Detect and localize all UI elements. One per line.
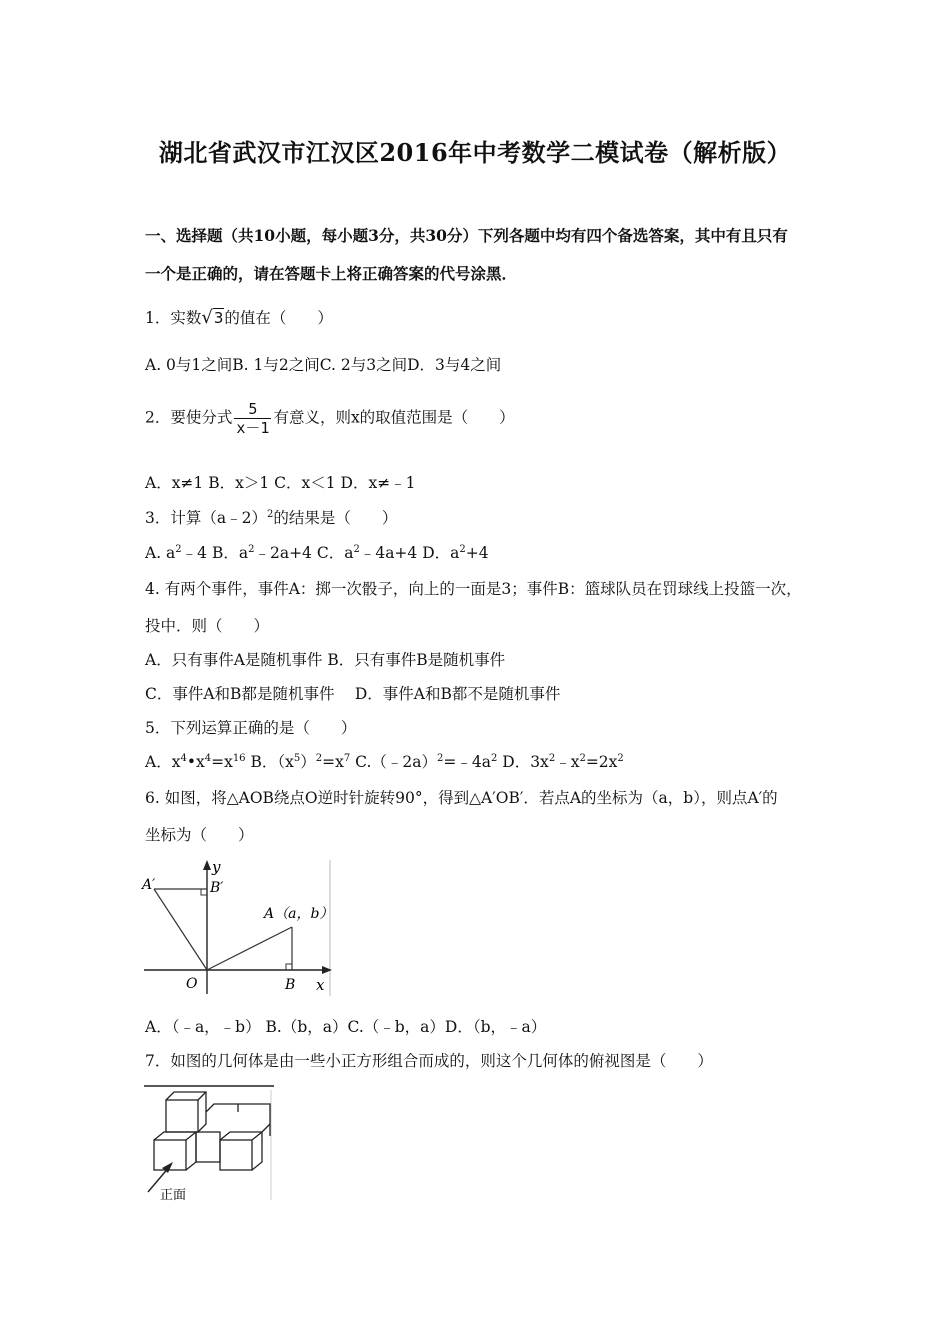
sqrt-expression	[201, 307, 224, 328]
label-a-prime: A′	[142, 877, 156, 893]
segment-oa-prime	[154, 889, 207, 970]
q2-prefix: 2．要使分式	[145, 408, 233, 427]
q5-part: C.（﹣2a）	[350, 753, 437, 771]
q5-sup: 2	[579, 753, 586, 764]
y-axis-arrow-icon	[203, 860, 211, 870]
q5-sup: 4	[204, 753, 212, 764]
rotation-figure	[140, 856, 340, 998]
q2-suffix: 有意义，则x的取值范围是（ ）	[273, 408, 515, 427]
q5-part: ﹣x	[555, 753, 580, 771]
q3-opt-part: ﹣4a+4 D．a	[359, 544, 460, 562]
question-5-options	[145, 750, 624, 772]
label-b: B	[285, 977, 296, 993]
question-7: 7．如图的几何体是由一些小正方形组合而成的，则这个几何体的俯视图是（ ）	[145, 1052, 713, 1070]
cube-front-right-edge	[252, 1132, 262, 1140]
q5-sup: 5	[293, 753, 301, 764]
cube-top-front	[166, 1100, 198, 1132]
q5-part: =x	[322, 753, 344, 771]
question-6-options: A．（﹣a，﹣b） B.（b，a）C.（﹣b，a）D．（b，﹣a）	[145, 1018, 547, 1036]
fraction	[234, 400, 271, 437]
q5-part: •x	[186, 753, 205, 771]
q3-opt-part: +4	[465, 544, 489, 562]
q3-sup: 2	[459, 544, 466, 555]
q3-stem-b: 的结果是（ ）	[273, 509, 398, 527]
segment-oa	[207, 927, 292, 970]
question-3	[145, 506, 397, 528]
right-angle-b-prime	[201, 889, 207, 895]
q3-stem-a: 3．计算（a﹣2）	[145, 509, 267, 527]
question-6-line2: 坐标为（ ）	[145, 826, 254, 844]
question-1	[145, 306, 333, 328]
cube-back-edge	[262, 1124, 270, 1132]
question-6-line1: 6. 如图，将△AOB绕点O逆时针旋转90°，得到△A′OB′．若点A的坐标为（a，b），则点A′的	[145, 789, 778, 807]
radical-sign-icon: √	[201, 307, 213, 328]
q5-sup: 7	[343, 753, 351, 764]
cubes	[154, 1092, 270, 1170]
question-3-options	[145, 541, 489, 563]
q5-sup: 2	[617, 753, 624, 764]
question-4-line1: 4. 有两个事件，事件A：掷一次骰子，向上的一面是3；事件B：篮球队员在罚球线上投篮一次，	[145, 580, 802, 598]
q3-sup: 2	[175, 544, 182, 555]
question-4-option-ab: A．只有事件A是随机事件 B．只有事件B是随机事件	[145, 651, 506, 669]
q1-suffix: 的值在（ ）	[224, 309, 333, 327]
q3-sup: 2	[248, 544, 255, 555]
q5-sup: 2	[548, 753, 556, 764]
section-heading-line2: 一个是正确的，请在答题卡上将正确答案的代号涂黑．	[145, 264, 518, 283]
q5-part: =x	[211, 753, 233, 771]
q5-sup: 16	[232, 753, 246, 764]
q5-part: B．（x	[245, 753, 294, 771]
question-1-options: A. 0与1之间B. 1与2之间C. 2与3之间D．3与4之间	[145, 356, 502, 374]
q1-prefix: 1．实数	[145, 309, 202, 327]
q5-part: =2x	[585, 753, 618, 771]
question-4-option-cd: C．事件A和B都是随机事件 D．事件A和B都不是随机事件	[145, 685, 561, 703]
q3-sup: 2	[353, 544, 360, 555]
cube-solid-figure	[140, 1082, 280, 1204]
right-angle-b	[286, 964, 292, 970]
q3-opt-part: A. a	[145, 544, 176, 562]
q5-sup: 2	[490, 753, 498, 764]
label-a: A（a，b）	[264, 906, 334, 922]
label-x: x	[316, 976, 325, 994]
front-arrow-icon	[162, 1162, 173, 1173]
question-4-line2: 投中．则（ ）	[145, 617, 270, 635]
section-heading-line1: 一、选择题（共10小题，每小题3分，共30分）下列各题中均有四个备选答案，其中有且只有	[145, 226, 788, 245]
q3-opt-part: ﹣2a+4 C．a	[254, 544, 354, 562]
q5-part: =﹣4a	[443, 753, 491, 771]
label-b-prime: B′	[210, 880, 224, 896]
q3-stem-sup: 2	[266, 509, 274, 520]
fraction-denominator: x－1	[236, 419, 270, 437]
cube-front-left-edge	[186, 1132, 196, 1140]
q3-opt-part: ﹣4 B．a	[181, 544, 249, 562]
cube-front-right	[220, 1140, 252, 1170]
q5-part: D．3x	[497, 753, 549, 771]
q5-sup: 2	[315, 753, 323, 764]
page-title: 湖北省武汉市江汉区2016年中考数学二模试卷（解析版）	[158, 138, 792, 167]
q5-sup: 2	[437, 753, 444, 764]
label-y: y	[212, 858, 221, 876]
q5-sup: 4	[180, 753, 187, 764]
fraction-numerator: 5	[248, 400, 258, 418]
cube-top-edge	[198, 1092, 206, 1100]
q5-part: A．x	[145, 753, 181, 771]
question-5: 5．下列运算正确的是（ ）	[145, 719, 357, 737]
question-2-options: A．x≠1 B．x＞1 C．x＜1 D．x≠﹣1	[145, 474, 416, 492]
question-2	[145, 400, 515, 437]
q1-radicand: 3	[213, 309, 224, 327]
middle-block	[196, 1132, 220, 1162]
label-o: O	[186, 976, 198, 992]
front-label: 正面	[160, 1188, 187, 1203]
q5-part: ）	[300, 753, 316, 771]
